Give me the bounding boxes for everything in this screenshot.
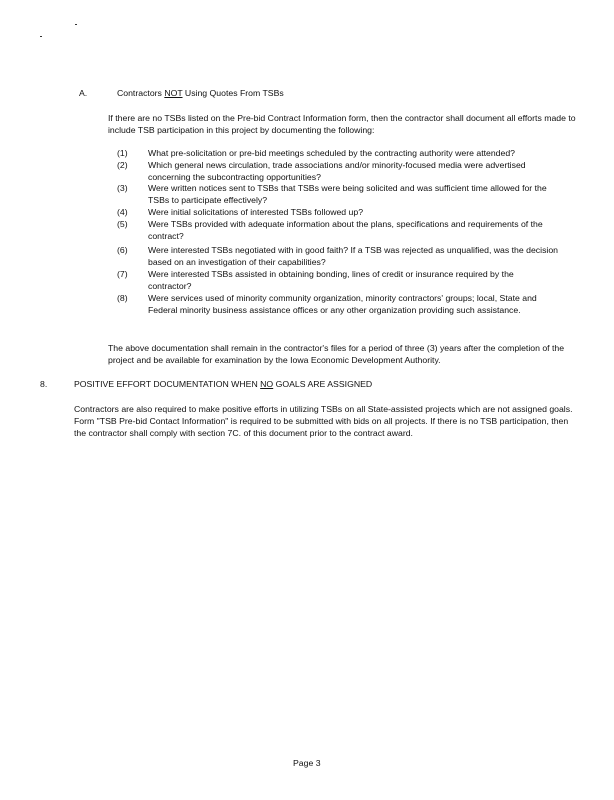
- title-underlined: NOT: [164, 88, 183, 98]
- item-number: (6): [117, 245, 128, 255]
- item-number: (7): [117, 269, 128, 279]
- item-text: Were interested TSBs assisted in obtaining bonding, lines of credit or insurance required by the contractor?: [148, 269, 514, 291]
- item-text: Were written notices sent to TSBs that TSBs were being solicited and was sufficient time allowed for the TSBs to participate effectively?: [148, 183, 547, 205]
- scan-speck: [40, 36, 42, 37]
- section-a-label: A.: [79, 88, 88, 98]
- item-text: Were interested TSBs negotiated with in good faith? If a TSB was rejected as unqualified, was the decision based on an investigation of their capabilities?: [148, 245, 559, 267]
- title-text: POSITIVE EFFORT DOCUMENTATION WHEN: [74, 379, 261, 389]
- item-text: Were TSBs provided with adequate information about the plans, specifications and requirements of the contract?: [148, 219, 543, 241]
- item-text: Were services used of minority community organization, minority contractors' groups; local, State and Federal minority business assistance offices or any other organization providing such assistance.: [148, 293, 537, 315]
- item-text: What pre-solicitation or pre-bid meetings scheduled by the contracting authority were attended?: [148, 148, 516, 158]
- item-text: Which general news circulation, trade associations and/or minority-focused media were advertised concerning the subcontracting opportunities?: [148, 160, 526, 182]
- section-a-intro: If there are no TSBs listed on the Pre-bid Contract Information form, then the contractor shall document all efforts made to include TSB participation in this project by documenting the following:: [108, 113, 576, 135]
- title-text: Contractors: [117, 88, 165, 98]
- item-number: (2): [117, 160, 128, 170]
- title-text: Using Quotes From TSBs: [182, 88, 284, 98]
- section-8-title: [74, 379, 372, 391]
- section-a-title: [117, 88, 284, 100]
- item-number: (1): [117, 148, 128, 158]
- section-a-closing: The above documentation shall remain in the contractor's files for a period of three (3) years after the completion of the project and be available for examination by the Iowa Economic Development Authority.: [108, 343, 565, 365]
- item-number: (4): [117, 207, 128, 217]
- item-number: (8): [117, 293, 128, 303]
- title-text: GOALS ARE ASSIGNED: [273, 379, 373, 389]
- title-underlined: NO: [260, 379, 274, 389]
- item-number: (3): [117, 183, 128, 193]
- section-8-label: 8.: [40, 379, 48, 389]
- item-text: Were initial solicitations of interested TSBs followed up?: [148, 207, 364, 217]
- page-number: Page 3: [293, 758, 321, 768]
- section-8-body: Contractors are also required to make positive efforts in utilizing TSBs on all State-assisted projects which are not assigned goals. Form "TSB Pre-bid Contact Information" is required to be submitted with bids on all projects. If there is no TSB participation, then the contractor shall comply with section 7C. of this document prior to the contract award.: [74, 404, 573, 438]
- scan-speck: [75, 24, 77, 25]
- item-number: (5): [117, 219, 128, 229]
